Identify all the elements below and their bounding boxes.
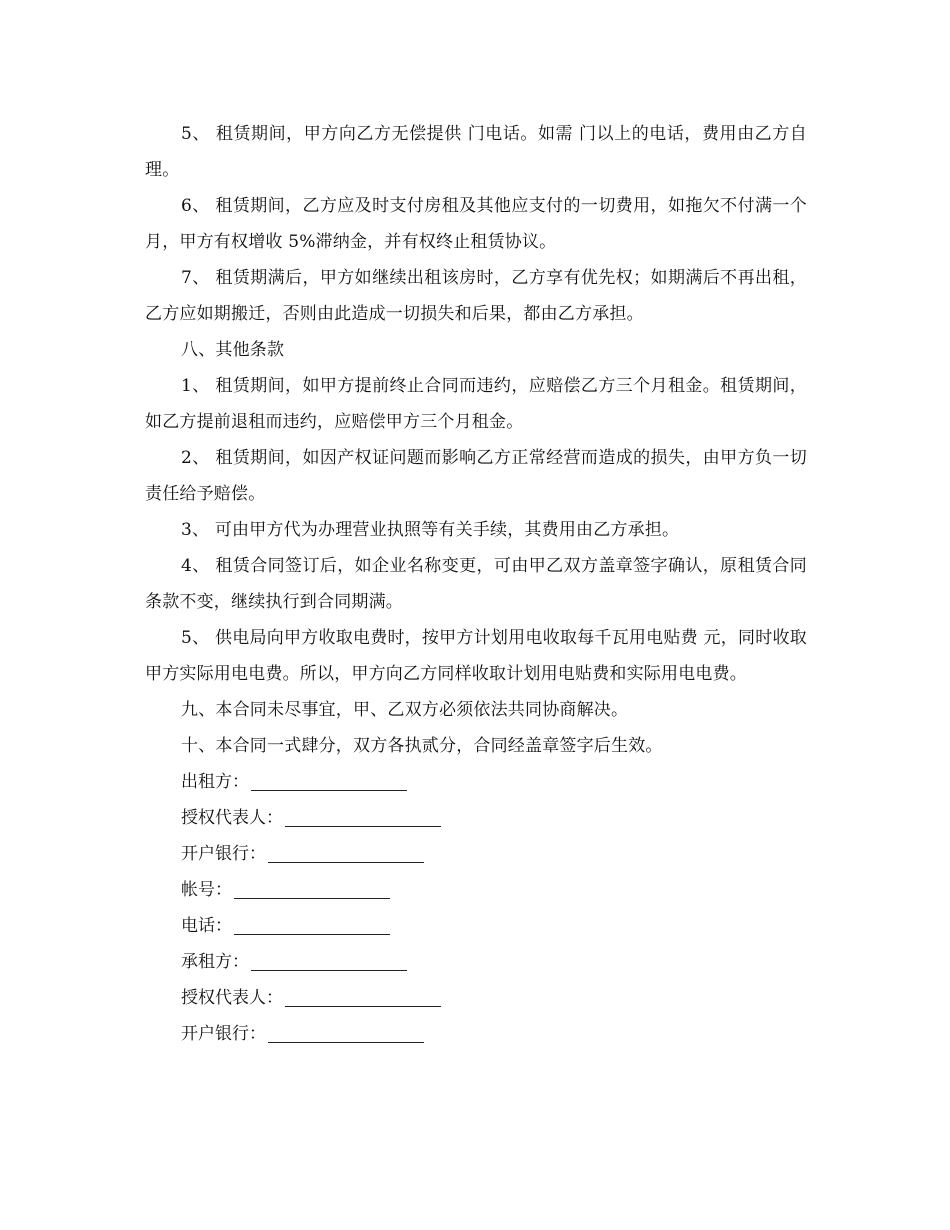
signature-blank-line[interactable] — [251, 768, 407, 791]
field-label: 授权代表人： — [181, 808, 283, 828]
clause-3-business-license: 3、 可由甲方代为办理营业执照等有关手续，其费用由乙方承担。 — [181, 520, 680, 540]
lessor-phone-field — [145, 908, 807, 944]
lessor-account-field — [145, 872, 807, 908]
signature-blank-line[interactable] — [251, 948, 407, 971]
signature-blank-line[interactable] — [285, 804, 441, 827]
lessee-authorized-rep-field — [145, 980, 807, 1016]
signature-blank-line[interactable] — [268, 840, 424, 863]
document-page — [145, 116, 807, 1052]
signature-blank-line[interactable] — [234, 912, 390, 935]
field-label: 出租方： — [181, 772, 249, 792]
clause-6-late-fee: 6、 租赁期间，乙方应及时支付房租及其他应支付的一切费用，如拖欠不付满一个月，甲方有权增收 5%滞纳金，并有权终止租赁协议。 — [145, 196, 807, 252]
clause-7-priority-renewal: 7、 租赁期满后，甲方如继续出租该房时，乙方享有优先权；如期满后不再出租，乙方应如期搬迁，否则由此造成一切损失和后果，都由乙方承担。 — [145, 268, 807, 324]
clause-5-electricity-fee: 5、 供电局向甲方收取电费时，按甲方计划用电收取每千瓦用电贴费 元，同时收取甲方实际用电电费。所以，甲方向乙方同样收取计划用电贴费和实际用电电费。 — [145, 628, 807, 684]
field-label: 开户银行： — [181, 1024, 266, 1044]
lessee-bank-field — [145, 1016, 807, 1052]
section-ten-copies-effective: 十、本合同一式肆分，双方各执贰分，合同经盖章签字后生效。 — [181, 736, 663, 756]
lessor-bank-field — [145, 836, 807, 872]
field-label: 帐号： — [181, 880, 232, 900]
clause-1-early-termination: 1、 租赁期间，如甲方提前终止合同而违约，应赔偿乙方三个月租金。租赁期间，如乙方提前退租而违约，应赔偿甲方三个月租金。 — [145, 376, 807, 432]
lessor-authorized-rep-field — [145, 800, 807, 836]
section-heading-other-terms: 八、其他条款 — [181, 340, 285, 360]
field-label: 授权代表人： — [181, 988, 283, 1008]
field-label: 承租方： — [181, 952, 249, 972]
field-label: 开户银行： — [181, 844, 266, 864]
clause-4-name-change: 4、 租赁合同签订后，如企业名称变更，可由甲乙双方盖章签字确认，原租赁合同条款不变，继续执行到合同期满。 — [145, 556, 807, 612]
lessor-field — [145, 764, 807, 800]
signature-blank-line[interactable] — [268, 1020, 424, 1043]
signature-blank-line[interactable] — [285, 984, 441, 1007]
lessee-field — [145, 944, 807, 980]
field-label: 电话： — [181, 916, 232, 936]
clause-5-telephone: 5、 租赁期间，甲方向乙方无偿提供 门电话。如需 门以上的电话，费用由乙方自理。 — [145, 124, 807, 180]
clause-2-property-certificate: 2、 租赁期间，如因产权证问题而影响乙方正常经营而造成的损失，由甲方负一切责任给予赔偿。 — [145, 448, 807, 504]
section-nine-unresolved-matters: 九、本合同未尽事宜，甲、乙双方必须依法共同协商解决。 — [181, 700, 629, 720]
signature-blank-line[interactable] — [234, 876, 390, 899]
